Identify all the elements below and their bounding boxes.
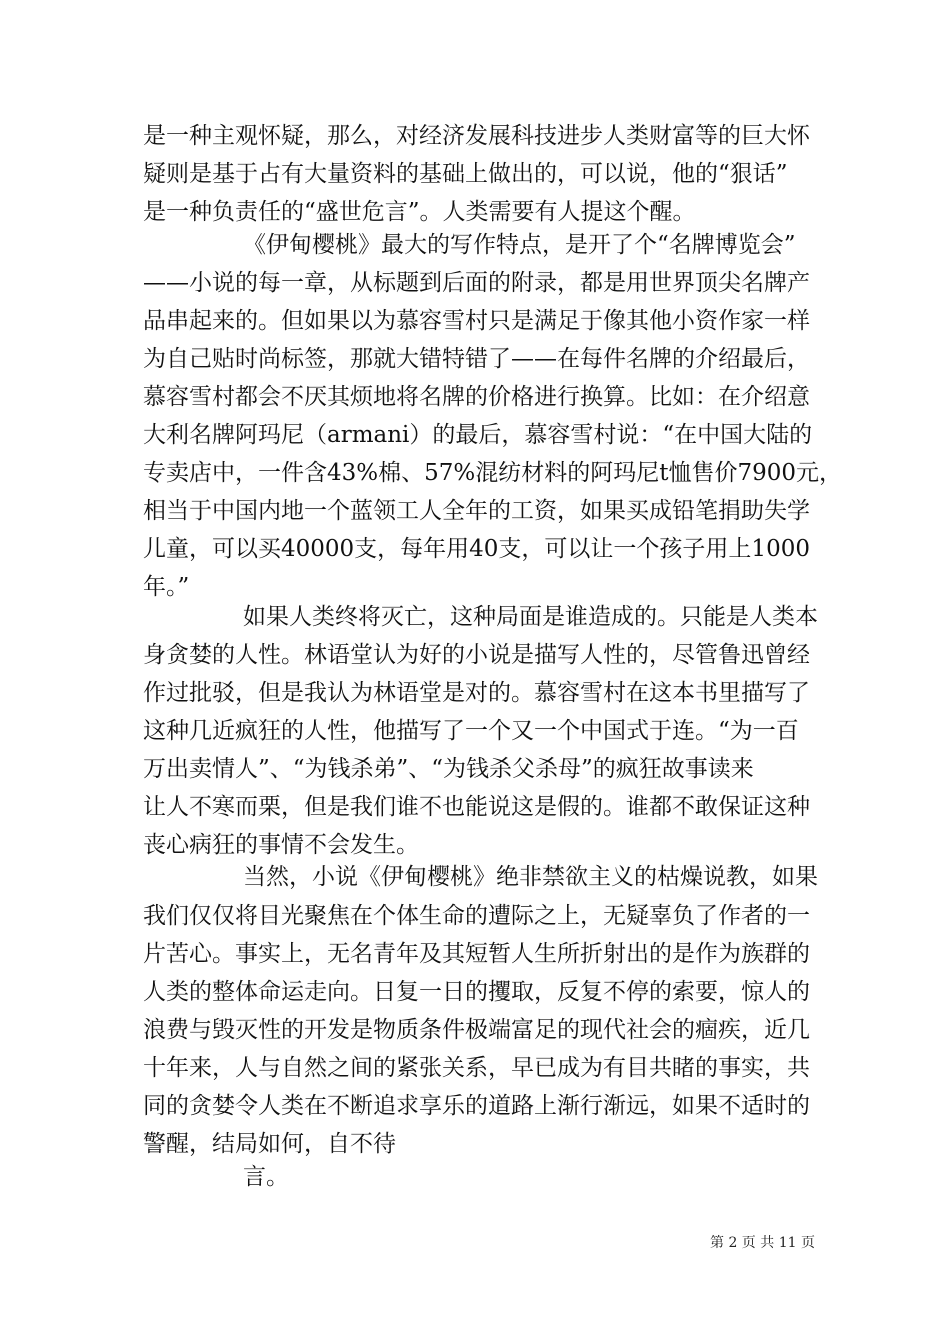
text-line: 是一种负责任的“盛世危言”。人类需要有人提这个醒。 <box>143 199 696 225</box>
text-line: 为自己贴时尚标签，那就大错特错了——在每件名牌的介绍最后， <box>143 346 810 372</box>
text-line: 十年来，人与自然之间的紧张关系，早已成为有目共睹的事实，共 <box>143 1055 810 1081</box>
text-line: 我们仅仅将目光聚焦在个体生命的遭际之上，无疑辜负了作者的一 <box>143 903 810 929</box>
page-number: 第 2 页 共 11 页 <box>710 1235 815 1251</box>
text-line: 万出卖情人”、“为钱杀弟”、“为钱杀父杀母”的疯狂故事读来 <box>143 756 754 782</box>
text-line: 儿童，可以买40000支，每年用40支，可以让一个孩子用上1000 <box>143 536 810 562</box>
text-line: 同的贪婪令人类在不断追求享乐的道路上渐行渐远，如果不适时的 <box>143 1093 810 1119</box>
text-line: 大利名牌阿玛尼（armani）的最后，慕容雪村说：“在中国大陆的 <box>143 422 813 448</box>
text-line: 作过批驳，但是我认为林语堂是对的。慕容雪村在这本书里描写了 <box>143 680 810 706</box>
text-line: 身贪婪的人性。林语堂认为好的小说是描写人性的，尽管鲁迅曾经 <box>143 642 810 668</box>
text-line: 疑则是基于占有大量资料的基础上做出的，可以说，他的“狠话” <box>143 161 788 187</box>
text-line: 丧心病狂的事情不会发生。 <box>143 832 419 858</box>
text-line: 这种几近疯狂的人性，他描写了一个又一个中国式于连。“为一百 <box>143 718 799 744</box>
text-line: 如果人类终将灭亡，这种局面是谁造成的。只能是人类本 <box>243 604 818 630</box>
text-line: ——小说的每一章，从标题到后面的附录，都是用世界顶尖名牌产 <box>143 270 810 296</box>
text-line: 言。 <box>243 1164 289 1190</box>
text-line: 浪费与毁灭性的开发是物质条件极端富足的现代社会的痼疾，近几 <box>143 1017 810 1043</box>
text-line: 是一种主观怀疑，那么，对经济发展科技进步人类财富等的巨大怀 <box>143 123 810 149</box>
text-line: 人类的整体命运走向。日复一日的攫取，反复不停的索要，惊人的 <box>143 979 810 1005</box>
text-line: 警醒，结局如何，自不待 <box>143 1131 396 1157</box>
text-line: 片苦心。事实上，无名青年及其短暂人生所折射出的是作为族群的 <box>143 941 810 967</box>
text-line: 相当于中国内地一个蓝领工人全年的工资，如果买成铅笔捐助失学 <box>143 498 810 524</box>
text-line: 慕容雪村都会不厌其烦地将名牌的价格进行换算。比如：在介绍意 <box>143 384 810 410</box>
text-line: 专卖店中，一件含43%棉、57%混纺材料的阿玛尼t恤售价7900元， <box>143 460 843 486</box>
text-line: 品串起来的。但如果以为慕容雪村只是满足于像其他小资作家一样 <box>143 308 810 334</box>
text-line: 当然，小说《伊甸樱桃》绝非禁欲主义的枯燥说教，如果 <box>243 864 818 890</box>
text-line: 《伊甸樱桃》最大的写作特点，是开了个“名牌博览会” <box>243 232 796 258</box>
text-line: 让人不寒而栗，但是我们谁不也能说这是假的。谁都不敢保证这种 <box>143 794 810 820</box>
text-line: 年。” <box>143 574 190 600</box>
